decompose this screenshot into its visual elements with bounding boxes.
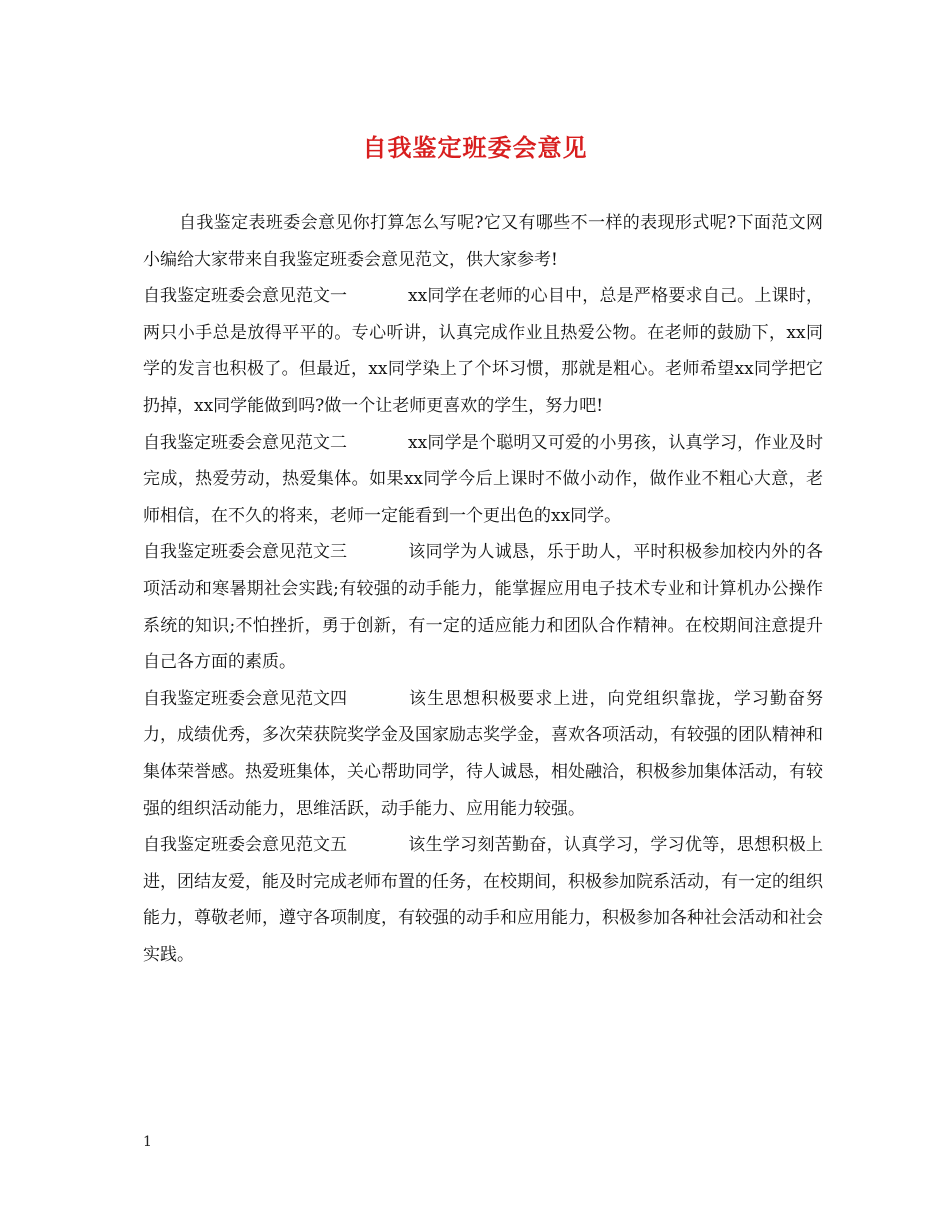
- section-one: [143, 278, 823, 424]
- section-one-text: xx同学在老师的心目中，总是严格要求自己。上课时，两只小手总是放得平平的。专心听讲，认真完成作业且热爱公物。在老师的鼓励下，xx同学的发言也积极了。但最近，xx同学染上了个坏习惯，那就是粗心。老师希望xx同学把它扔掉，xx同学能做到吗?做一个让老师更喜欢的学生，努力吧!: [143, 286, 823, 416]
- document-body: [143, 205, 823, 973]
- section-three: [143, 534, 823, 680]
- section-one-label: 自我鉴定班委会意见范文一: [143, 286, 347, 307]
- section-five-text: 该生学习刻苦勤奋，认真学习，学习优等，思想积极上进，团结友爱，能及时完成老师布置的任务，在校期间，积极参加院系活动，有一定的组织能力，尊敬老师，遵守各项制度，有较强的动手和应用能力，积极参加各种社会活动和社会实践。: [143, 835, 823, 965]
- page-number: 1: [143, 1134, 152, 1150]
- section-five: [143, 827, 823, 973]
- section-two: [143, 425, 823, 535]
- section-four-label: 自我鉴定班委会意见范文四: [143, 688, 347, 709]
- document-title: 自我鉴定班委会意见: [362, 133, 588, 162]
- section-four: [143, 681, 823, 827]
- section-two-label: 自我鉴定班委会意见范文二: [143, 432, 347, 453]
- section-three-text: 该同学为人诚恳，乐于助人，平时积极参加校内外的各项活动和寒暑期社会实践;有较强的动手能力，能掌握应用电子技术专业和计算机办公操作系统的知识;不怕挫折，勇于创新，有一定的适应能力和团队合作精神。在校期间注意提升自己各方面的素质。: [143, 542, 823, 673]
- section-two-text: xx同学是个聪明又可爱的小男孩，认真学习，作业及时完成，热爱劳动，热爱集体。如果xx同学今后上课时不做小动作，做作业不粗心大意，老师相信，在不久的将来，老师一定能看到一个更出色的xx同学。: [143, 432, 823, 526]
- section-four-text: 该生思想积极要求上进，向党组织靠拢，学习勤奋努力，成绩优秀，多次荣获院奖学金及国家励志奖学金，喜欢各项活动，有较强的团队精神和集体荣誉感。热爱班集体，关心帮助同学，待人诚恳，相处融洽，积极参加集体活动，有较强的组织活动能力，思维活跃，动手能力、应用能力较强。: [143, 688, 823, 819]
- section-five-label: 自我鉴定班委会意见范文五: [143, 835, 347, 856]
- section-three-label: 自我鉴定班委会意见范文三: [143, 542, 347, 563]
- intro-paragraph: 自我鉴定表班委会意见你打算怎么写呢?它又有哪些不一样的表现形式呢?下面范文网小编给大家带来自我鉴定班委会意见范文，供大家参考!: [143, 213, 823, 270]
